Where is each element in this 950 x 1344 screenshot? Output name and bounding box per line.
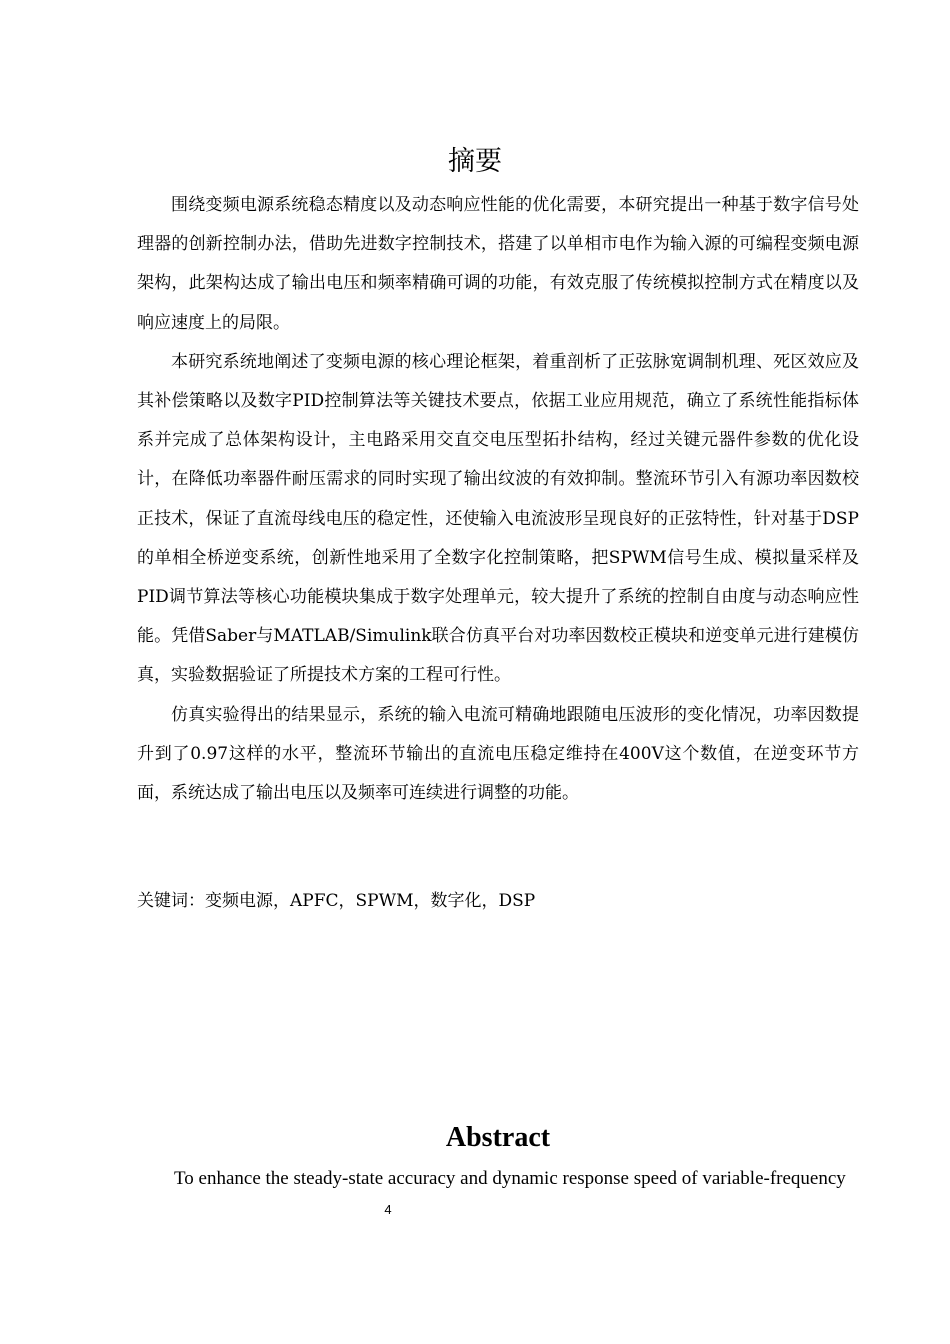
page-number: 4 <box>384 1202 392 1217</box>
english-abstract-body <box>137 1164 859 1194</box>
abstract-paragraph-1: 围绕变频电源系统稳态精度以及动态响应性能的优化需要，本研究提出一种基于数字信号处理器的创新控制办法，借助先进数字控制技术，搭建了以单相市电作为输入源的可编程变频电源架构，此架构达成了输出电压和频率精确可调的功能，有效克服了传统模拟控制方式在精度以及响应速度上的局限。 <box>137 195 859 333</box>
english-abstract-title: Abstract <box>445 1122 551 1153</box>
keywords-line <box>137 886 859 916</box>
chinese-abstract-title: 摘要 <box>448 146 502 177</box>
english-abstract-first-line: To enhance the steady-state accuracy and dynamic response speed of variable-frequency <box>174 1168 846 1189</box>
keywords-label: 关键词： <box>137 891 205 911</box>
chinese-abstract-body <box>137 186 859 813</box>
abstract-paragraph-2: 本研究系统地阐述了变频电源的核心理论框架，着重剖析了正弦脉宽调制机理、死区效应及其补偿策略以及数字PID控制算法等关键技术要点，依据工业应用规范，确立了系统性能指标体系并完成了总体架构设计，主电路采用交直交电压型拓扑结构，经过关键元器件参数的优化设计，在降低功率器件耐压需求的同时实现了输出纹波的有效抑制。整流环节引入有源功率因数校正技术，保证了直流母线电压的稳定性，还使输入电流波形呈现良好的正弦特性，针对基于DSP的单相全桥逆变系统，创新性地采用了全数字化控制策略，把SPWM信号生成、模拟量采样及PID调节算法等核心功能模块集成于数字处理单元，较大提升了系统的控制自由度与动态响应性能。凭借Saber与MATLAB/Simulink联合仿真平台对功率因数校正模块和逆变单元进行建模仿真，实验数据验证了所提技术方案的工程可行性。 <box>137 351 859 686</box>
abstract-paragraph-3: 仿真实验得出的结果显示，系统的输入电流可精确地跟随电压波形的变化情况，功率因数提升到了0.97这样的水平，整流环节输出的直流电压稳定维持在400V这个数值，在逆变环节方面，系统达成了输出电压以及频率可连续进行调整的功能。 <box>137 704 859 804</box>
keywords-value: 变频电源，APFC，SPWM，数字化，DSP <box>205 891 536 911</box>
